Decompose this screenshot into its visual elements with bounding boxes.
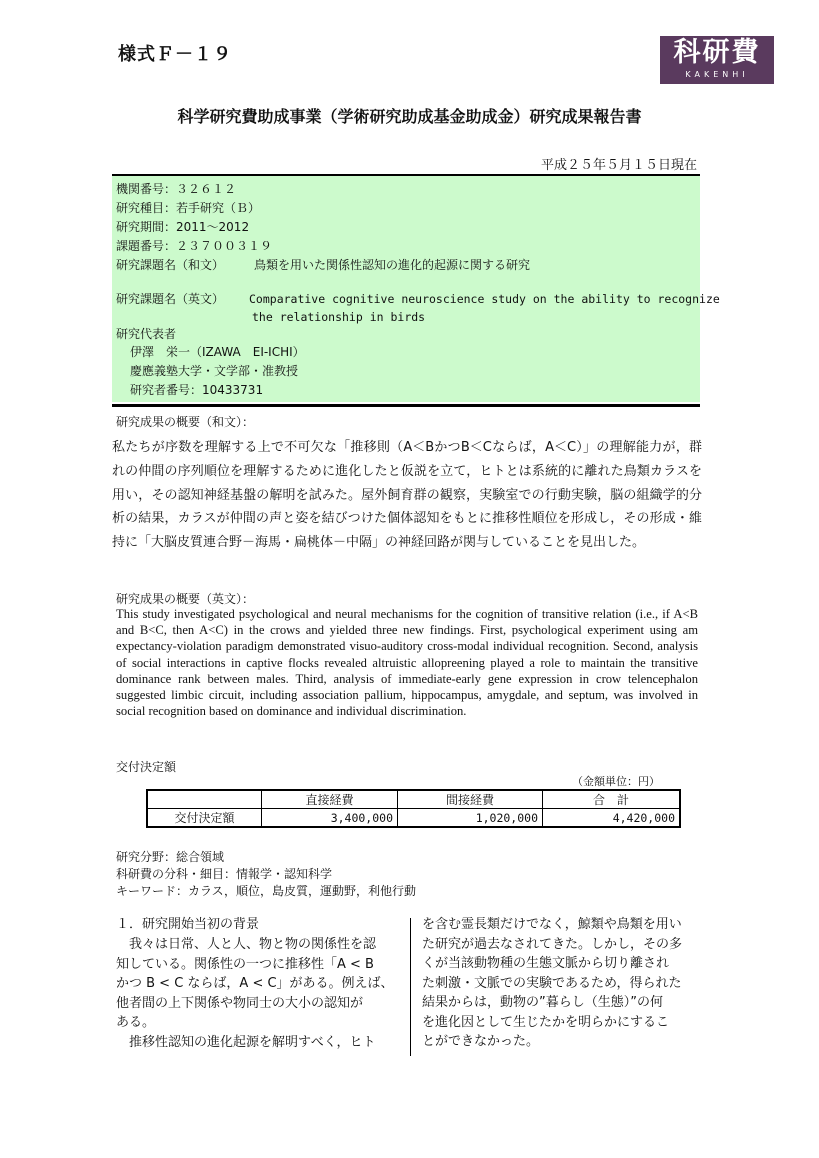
logo-roman: KAKENHI	[685, 70, 749, 79]
research-subfield: 科研費の分科・細目：情報学・認知科学	[116, 867, 333, 881]
amount-unit: （金額単位：円）	[572, 775, 660, 788]
text-line: 他者間の上下関係や物同士の大小の認知が	[116, 995, 364, 1011]
table-cell: 1,020,000	[398, 809, 543, 828]
table-cell: 交付決定額	[147, 809, 262, 828]
table-cell: 4,420,000	[543, 809, 681, 828]
text-line: た研究が過去なされてきた。しかし，その多	[422, 936, 683, 952]
column-divider	[410, 918, 411, 1056]
text-line: くが当該動物種の生態文脈から切り離され	[422, 956, 670, 971]
section-heading: １．研究開始当初の背景	[116, 917, 260, 932]
text-line: を含む霊長類だけでなく，鯨類や鳥類を用い	[422, 917, 682, 932]
research-category: 研究種目：若手研究（Ｂ）	[116, 201, 261, 215]
kakenhi-logo	[660, 36, 774, 84]
body-right-column	[422, 915, 706, 1052]
project-info-box	[112, 176, 720, 402]
research-field: 研究分野：総合領域	[116, 850, 225, 864]
keywords: キーワード：カラス，順位，島皮質，運動野，利他行動	[116, 884, 417, 898]
body-left-column	[116, 935, 402, 1052]
representative-label: 研究代表者	[116, 327, 177, 341]
title-ja-label: 研究課題名（和文）	[116, 258, 225, 272]
researcher-id: 研究者番号：10433731	[130, 383, 264, 397]
table-row	[147, 809, 680, 828]
research-period: 研究期間：2011～2012	[116, 220, 250, 234]
document-title: 科学研究費助成事業（学術研究助成基金助成金）研究成果報告書	[177, 107, 642, 126]
form-id: 様式Ｆ－１９	[118, 44, 232, 65]
text-line: た刺激・文脈での実験であるため，得られた	[422, 975, 682, 991]
project-no: 課題番号：２３７００３１９	[116, 239, 273, 253]
title-en-line1: Comparative cognitive neuroscience study on the ability to recognize	[249, 292, 720, 306]
text-line: かつ B < C ならば，A < C」がある。例えば、	[116, 976, 394, 991]
summary-ja-label: 研究成果の概要（和文）：	[116, 415, 255, 429]
text-line: 結果からは，動物の”暮らし（生態）”の何	[422, 995, 663, 1010]
table-cell: 3,400,000	[262, 809, 398, 828]
table-header: 合 計	[543, 790, 681, 809]
table-header-row	[147, 790, 680, 809]
institution-no: 機関番号：３２６１２	[116, 182, 237, 196]
text-line: 我々は日常、人と人、物と物の関係性を認	[116, 937, 377, 952]
summary-en: This study investigated psychological and neural mechanisms for the cognition of transitive relation (i.e., if A<B and B<C, then A<C) in the crows and yielded three new findings. First, psychological experiment using am expectancy-violation paradigm demonstrated visuo-auditory cross-modal individual recognition. Second, analysis of social interactions in captive flocks revealed altruistic allopreening played a role to maintain the transitive dominance rank between males. Third, analysis of immediate-early gene expression in crow telencephalon suggested limbic circuit, including association pallium, hippocampus, amygdale, and septum, was involved in social recognition based on dominance and individual discrimination.	[116, 607, 698, 719]
logo-kanji: 科研費	[673, 37, 761, 68]
text-line: 推移性認知の進化起源を解明すべく，ヒト	[116, 1034, 376, 1050]
summary-ja: 私たちが序数を理解する上で不可欠な「推移則（A＜BかつB＜Cならば，A＜C）」の理解能力が，群れの仲間の序列順位を理解するために進化したと仮説を立て，ヒトとは系統的に離れた鳥類カラスを用い，その認知神経基盤の解明を試みた。屋外飼育群の観察，実験室での行動実験，脳の組織学的分析の結果，カラスが仲間の声と姿を結びつけた個体認知をもとに推移性順位を形成し，その形成・維持に「大脳皮質連合野－海馬・扁桃体－中隔」の神経回路が関与していることを見出した。	[112, 440, 702, 551]
bottom-rule	[112, 404, 700, 407]
title-en-label: 研究課題名（英文）	[116, 292, 225, 306]
text-line: とができなかった。	[422, 1034, 540, 1049]
title-en-line2: the relationship in birds	[252, 310, 426, 324]
title-ja: 鳥類を用いた関係性認知の進化的起源に関する研究	[254, 258, 531, 272]
table-header	[147, 790, 262, 809]
report-date: 平成２５年５月１５日現在	[540, 158, 697, 173]
text-line: ある。	[116, 1015, 156, 1030]
summary-en-label: 研究成果の概要（英文）：	[116, 592, 255, 606]
table-header: 直接経費	[262, 790, 398, 809]
grant-label: 交付決定額	[116, 760, 177, 774]
grant-table	[146, 789, 681, 828]
representative-name: 伊澤 栄一（IZAWA EI-ICHI）	[130, 345, 305, 359]
table-header: 間接経費	[398, 790, 543, 809]
text-line: を進化因として生じたかを明らかにするこ	[422, 1014, 670, 1030]
text-line: 知している。関係性の一つに推移性「A < B	[116, 956, 374, 972]
representative-affiliation: 慶應義塾大学・文学部・准教授	[130, 364, 299, 378]
